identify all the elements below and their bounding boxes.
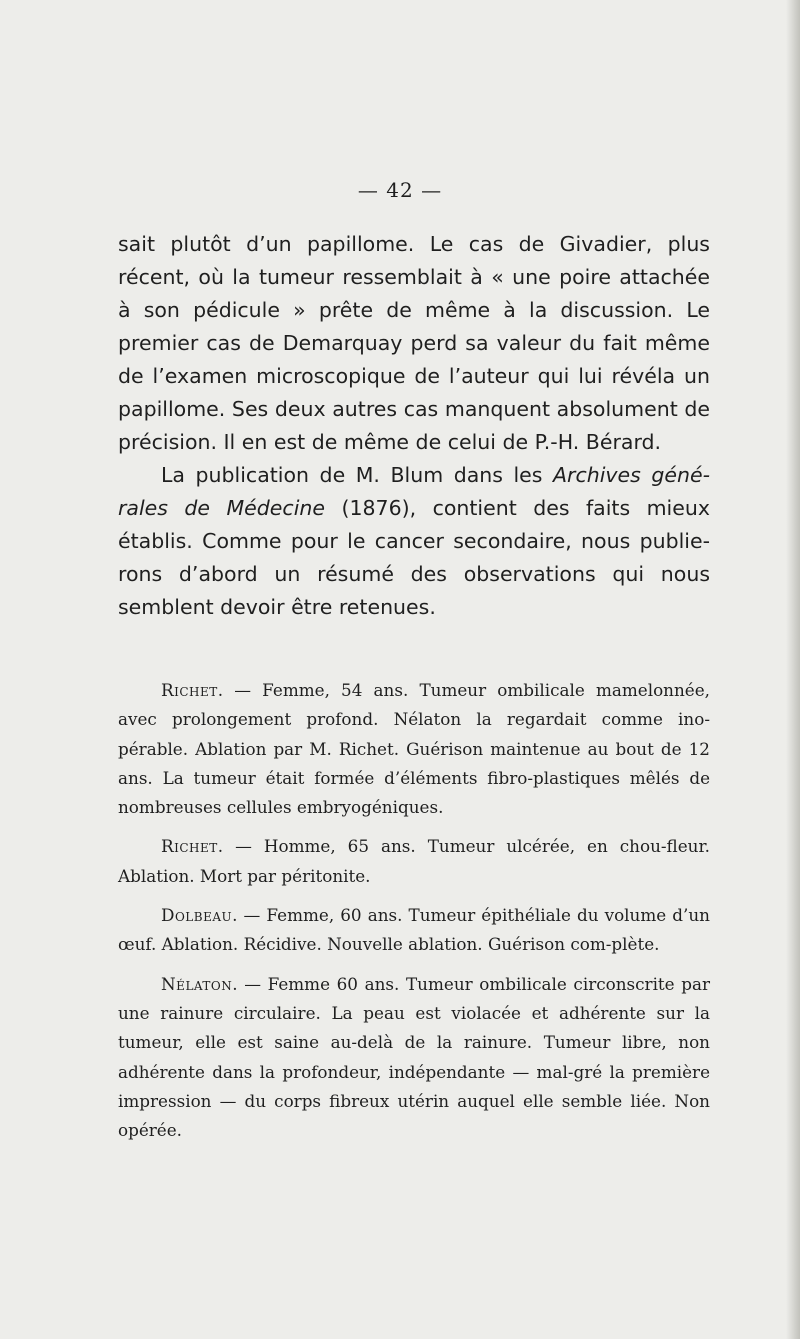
author-name: Dolbeau (161, 905, 233, 926)
main-text (118, 228, 710, 624)
journal-title: Archives géné-rales de Médecine (118, 463, 710, 520)
observation-text: . — Femme 60 ans. Tumeur ombilicale circonscrite par une rainure circulaire. La peau est violacée et adhérente sur la tumeur, elle est saine au-delà de la rainure. Tumeur libre, non adhérente dans la profondeur, indépendante — mal-gré la première impression — du corps fibreux utérin auquel elle semble liée. Non opérée. (118, 973, 710, 1141)
page-number: — 42 — (357, 178, 443, 202)
paragraph-1: sait plutôt d’un papillome. Le cas de Givadier, plus récent, où la tumeur ressemblait à « une poire attachée à son pédicule » prête de même à la discussion. Le premier cas de Demarquay perd sa valeur du fait même de l’examen microscopique de l’auteur qui lui révéla un papillome. Ses deux autres cas manquent absolument de précision. Il en est de même de celui de P.-H. Bérard. (118, 232, 710, 454)
observation-richet-2 (118, 832, 710, 891)
paragraph-2-part-2: (1876), contient des faits mieux établis. Comme pour le cancer secondaire, nous publie-rons d’abord un résumé des observations qui nous semblent devoir être retenues. (118, 496, 710, 619)
paragraph-2-part-1: La publication de M. Blum dans les (161, 463, 553, 487)
observations (118, 676, 710, 1155)
author-name: Richet (161, 836, 218, 857)
author-name: Nélaton (161, 973, 233, 994)
observation-text: . — Homme, 65 ans. Tumeur ulcérée, en chou-fleur. Ablation. Mort par péritonite. (118, 836, 710, 886)
observation-nelaton (118, 970, 710, 1146)
author-name: Richet (161, 680, 218, 700)
observation-text: . — Femme, 60 ans. Tumeur épithéliale du volume d’un œuf. Ablation. Récidive. Nouvelle ablation. Guérison com-plète. (118, 905, 710, 955)
paragraph-2 (118, 459, 710, 624)
observation-dolbeau (118, 901, 710, 960)
observation-text: . — Femme, 54 ans. Tumeur ombilicale mamelonnée, avec prolongement profond. Nélaton la regardait comme ino-pérable. Ablation par M. Richet. Guérison maintenue au bout de 12 ans. La tumeur était formée d’éléments fibro-plastiques mêlés de nombreuses cellules embryogéniques. (118, 680, 710, 818)
observation-richet-1 (118, 676, 710, 822)
